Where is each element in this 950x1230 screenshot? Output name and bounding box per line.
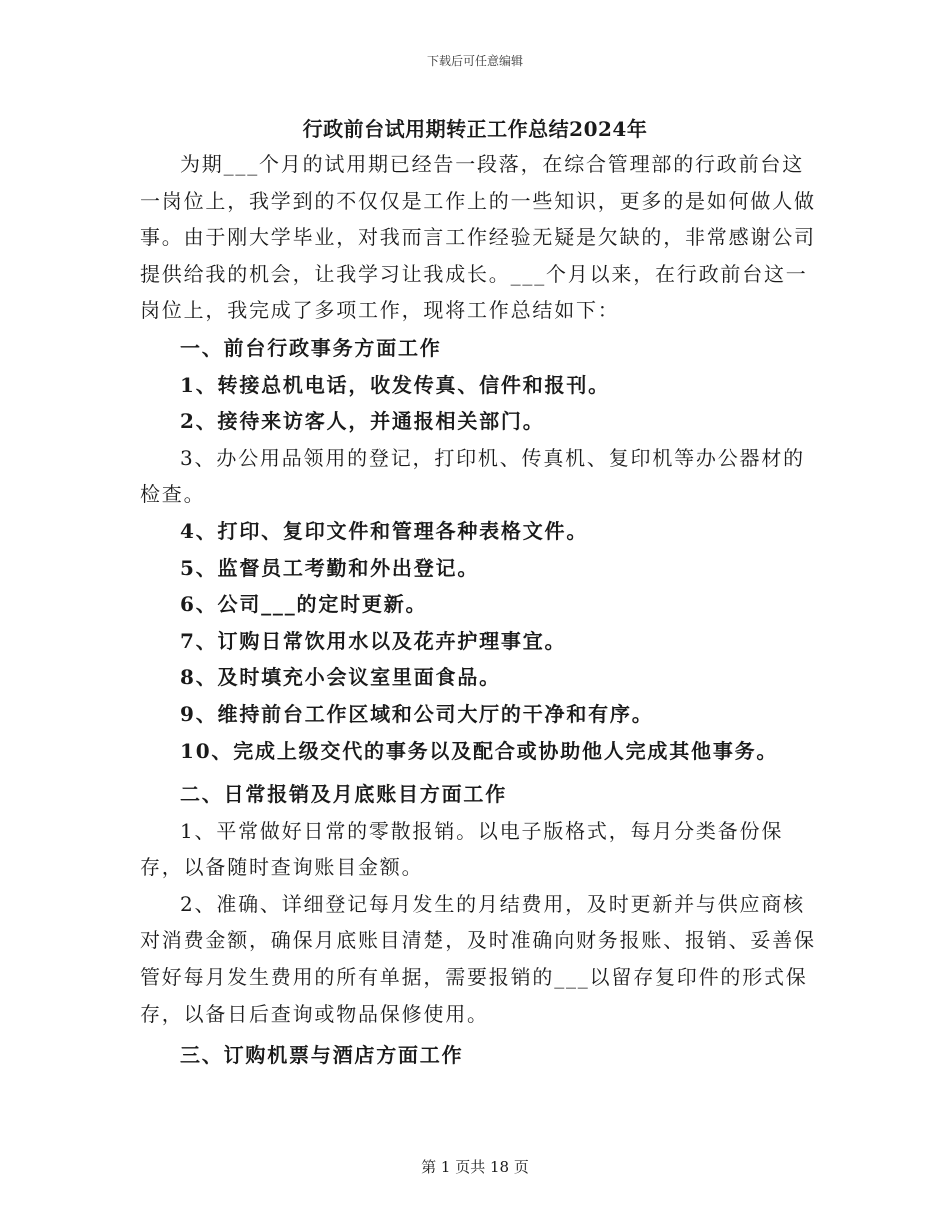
document-title: 行政前台试用期转正工作总结2024年 xyxy=(302,117,648,141)
list-item: 10、完成上级交代的事务以及配合或协助他人完成其他事务。 xyxy=(180,738,779,763)
intro-paragraph: 为期___个月的试用期已经告一段落，在综合管理部的行政前台这一岗位上，我学到的不仅仅是工作上的一些知识，更多的是如何做人做事。由于刚大学毕业，对我而言工作经验无疑是欠缺的，非常感谢公司提供给我的机会，让我学习让我成长。___个月以来，在行政前台这一岗位上，我完成了多项工作，现将工作总结如下： xyxy=(140,152,816,323)
section-1-heading: 一、前台行政事务方面工作 xyxy=(180,336,442,360)
section-2-heading: 二、日常报销及月底账目方面工作 xyxy=(180,782,507,806)
list-item: 1、平常做好日常的零散报销。以电子版格式，每月分类备份保存，以备随时查询账目金额。 xyxy=(140,818,784,880)
section-2 xyxy=(140,776,820,1032)
section-3 xyxy=(140,1037,820,1074)
list-item: 1、转接总机电话，收发传真、信件和报刊。 xyxy=(180,372,610,397)
list-item: 9、维持前台工作区域和公司大厅的干净和有序。 xyxy=(180,701,654,726)
list-item: 7、订购日常饮用水以及花卉护理事宜。 xyxy=(180,628,567,653)
section-3-heading: 三、订购机票与酒店方面工作 xyxy=(180,1043,464,1067)
list-item: 2、接待来访客人，并通报相关部门。 xyxy=(180,409,545,434)
list-item: 8、及时填充小会议室里面食品。 xyxy=(180,665,501,690)
list-item: 4、打印、复印文件和管理各种表格文件。 xyxy=(180,518,589,543)
list-item: 2、准确、详细登记每月发生的月结费用，及时更新并与供应商核对消费金额，确保月底账目清楚，及时准确向财务报账、报销、妥善保管好每月发生费用的所有单据，需要报销的___以留存复印件的形式保存，以备日后查询或物品保修使用。 xyxy=(140,891,816,1026)
header-note: 下载后可任意编辑 xyxy=(426,54,523,68)
list-item: 3、办公用品领用的登记，打印机、传真机、复印机等办公器材的检查。 xyxy=(140,445,805,507)
list-item: 6、公司___的定时更新。 xyxy=(180,592,428,617)
list-item: 5、监督员工考勤和外出登记。 xyxy=(180,555,480,580)
page-number: 第 1 页共 18 页 xyxy=(421,1158,529,1176)
section-1 xyxy=(140,330,820,769)
intro-paragraph-block xyxy=(140,146,820,329)
